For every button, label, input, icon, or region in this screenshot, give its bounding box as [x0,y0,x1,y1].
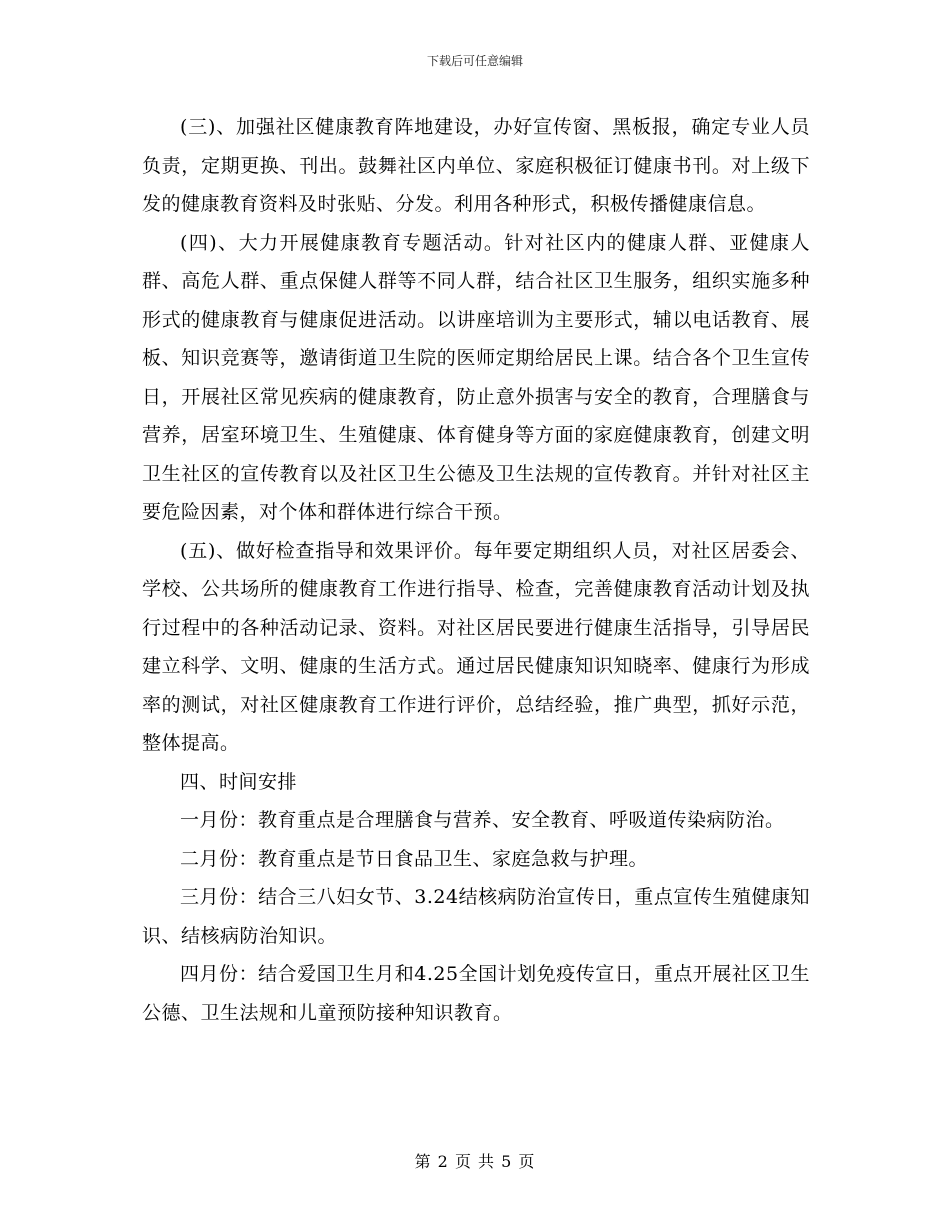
paragraph-section-4: (四)、大力开展健康教育专题活动。针对社区内的健康人群、亚健康人群、高危人群、重点保健人群等不同人群，结合社区卫生服务，组织实施多种形式的健康教育与健康促进活动。以讲座培训为主要形式，辅以电话教育、展板、知识竞赛等，邀请街道卫生院的医师定期给居民上课。结合各个卫生宣传日，开展社区常见疾病的健康教育，防止意外损害与安全的教育，合理膳食与营养，居室环境卫生、生殖健康、体育健身等方面的家庭健康教育，创建文明卫生社区的宣传教育以及社区卫生公德及卫生法规的宣传教育。并针对社区主要危险因素，对个体和群体进行综合干预。 [142,231,810,523]
paragraph-section-3: (三)、加强社区健康教育阵地建设，办好宣传窗、黑板报，确定专业人员负责，定期更换、刊出。鼓舞社区内单位、家庭积极征订健康书刊。对上级下发的健康教育资料及时张贴、分发。利用各种形式，积极传播健康信息。 [142,116,810,215]
document-body [142,108,810,1032]
page-header-note: 下载后可任意编辑 [426,54,523,68]
page-number-footer: 第 2 页 共 5 页 [414,1152,536,1171]
paragraph-section-5: (五)、做好检查指导和效果评价。每年要定期组织人员，对社区居委会、学校、公共场所的健康教育工作进行指导、检查，完善健康教育活动计划及执行过程中的各种活动记录、资料。对社区居民要进行健康生活指导，引导居民建立科学、文明、健康的生活方式。通过居民健康知识知晓率、健康行为形成率的测试，对社区健康教育工作进行评价，总结经验，推广典型，抓好示范，整体提高。 [142,539,810,754]
paragraph-february: 二月份：教育重点是节日食品卫生、家庭急救与护理。 [180,847,649,870]
heading-schedule: 四、时间安排 [180,770,298,793]
paragraph-april: 四月份：结合爱国卫生月和4.25全国计划免疫传宣日，重点开展社区卫生公德、卫生法规和儿童预防接种知识教育。 [142,963,810,1024]
paragraph-january: 一月份：教育重点是合理膳食与营养、安全教育、呼吸道传染病防治。 [180,809,785,831]
paragraph-march: 三月份：结合三八妇女节、3.24结核病防治宣传日，重点宣传生殖健康知识、结核病防治知识。 [142,886,810,947]
